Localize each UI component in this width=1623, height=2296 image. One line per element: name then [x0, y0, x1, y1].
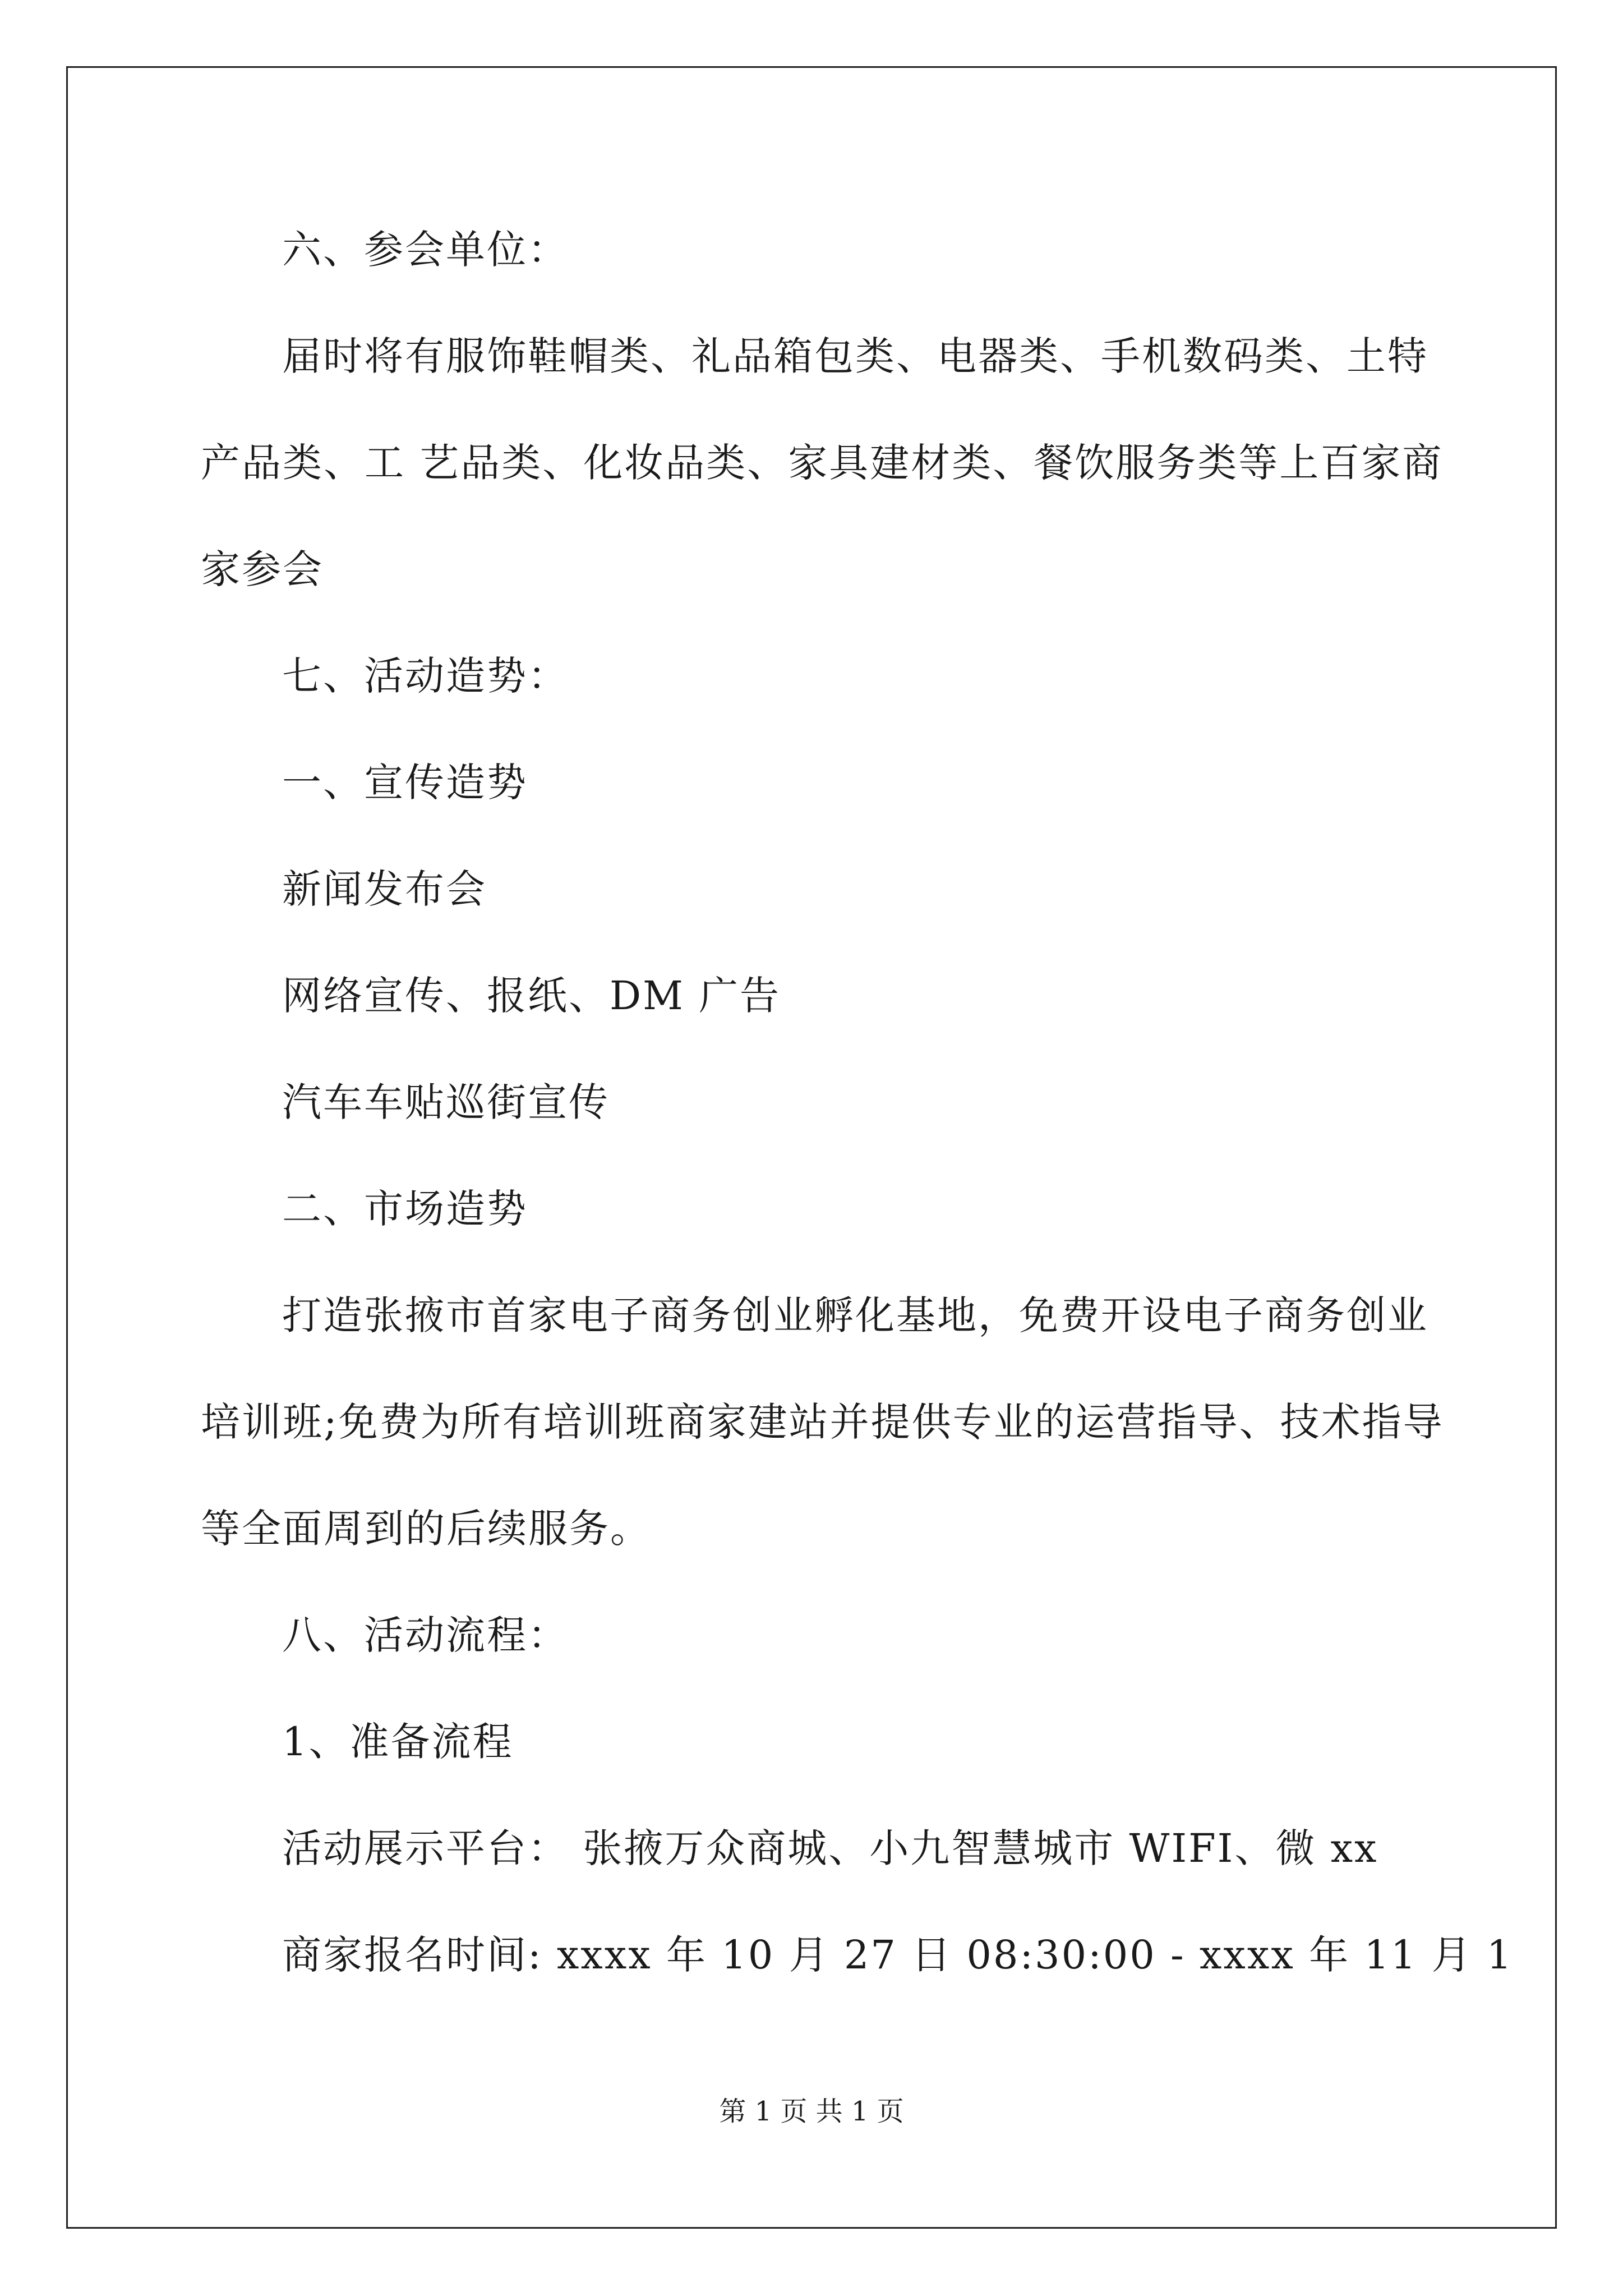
list-item: 汽车车贴巡街宣传	[282, 1079, 610, 1125]
paragraph-line: 活动展示平台： 张掖万众商城、小九智慧城市 WIFI、微 xx	[282, 1825, 1378, 1871]
paragraph-line: 届时将有服饰鞋帽类、礼品箱包类、电器类、手机数码类、土特	[282, 333, 1428, 379]
subheading: 一、宣传造势	[282, 760, 528, 806]
subheading: 1、准备流程	[282, 1719, 514, 1765]
list-item: 网络宣传、报纸、DM 广告	[282, 973, 781, 1019]
page-footer: 第 1 页 共 1 页	[719, 2096, 904, 2127]
section-heading-6: 六、参会单位：	[282, 227, 569, 273]
section-heading-7: 七、活动造势：	[282, 653, 569, 699]
paragraph-line: 等全面周到的后续服务。	[201, 1506, 651, 1552]
section-heading-8: 八、活动流程：	[282, 1612, 569, 1658]
subheading: 二、市场造势	[282, 1186, 528, 1232]
paragraph-line: 培训班;免费为所有培训班商家建站并提供专业的运营指导、技术指导	[201, 1399, 1444, 1445]
paragraph-line: 家参会	[201, 546, 324, 592]
paragraph-line: 产品类、工 艺品类、化妆品类、家具建材类、餐饮服务类等上百家商	[201, 440, 1444, 486]
paragraph-line: 商家报名时间: xxxx 年 10 月 27 日 08:30:00 - xxxx 年 11 月 1	[282, 1932, 1514, 1978]
list-item: 新闻发布会	[282, 866, 487, 912]
page-border	[66, 66, 1557, 2229]
paragraph-line: 打造张掖市首家电子商务创业孵化基地，免费开设电子商务创业	[282, 1292, 1428, 1338]
